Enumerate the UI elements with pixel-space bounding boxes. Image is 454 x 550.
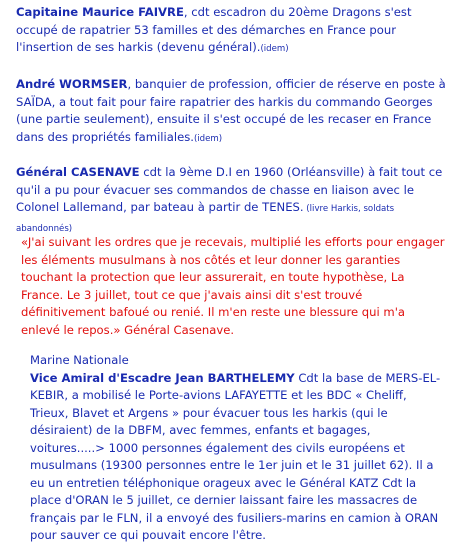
name-barthelemy: Vice Amiral d'Escadre Jean BARTHELEMY (30, 370, 295, 385)
note-casenave: (livre Harkis, soldats abandonnés) (16, 204, 395, 234)
paragraph-casenave (16, 164, 446, 238)
quote-casenave: «J'ai suivant les ordres que je recevais, multiplié les efforts pour engager les éléments musulmans à nos côtés et leur donner les garanties touchant la protection que leur assurerait, en toute hypothèse, La France. Le 3 juillet, tout ce que j'avais ainsi dit s'est trouvé définitivement bafoué ou renié. Il m'en reste une blessure qui m'a enlevé le repos.» Général Casenave. (21, 235, 445, 337)
name-casenave: Général CASENAVE (16, 165, 140, 179)
paragraph-wormser (16, 76, 446, 148)
note-wormser: (idem) (193, 133, 223, 144)
name-faivre: Capitaine Maurice FAIVRE (16, 5, 184, 19)
note-faivre: (idem) (260, 44, 289, 54)
paragraph-barthelemy (30, 352, 446, 545)
paragraph-faivre (16, 4, 446, 59)
text-wormser: , banquier de profession, officier de réserve en poste à SAÏDA, a tout fait pour faire rapatrier des harkis du commando Georges (une partie seulement), ensuite il s'est occupé de les recaser en France dans des propriétés familiales. (16, 77, 446, 144)
text-barthelemy: Cdt la base de MERS-EL-KEBIR, a mobilisé le Porte-avions LAFAYETTE et les BDC « Cheliff, Trieux, Blavet et Argens » pour évacuer tous les harkis (qui le désiraient) de la DBFM, avec femmes, enfants et bagages, voitures.....> 1000 personnes également des civils européens et musulmans (19300 personnes entre le 1er juin et le 31 juillet 62). Il a eu un entretien téléphonique orageux avec le Général KATZ Cdt la place d'ORAN le 5 juillet, ce dernier laissant faire les massacres de français par le FLN, il a envoyé des fusiliers-marins en camion à ORAN pour sauver ce qui pouvait encore l'être. (30, 370, 441, 542)
name-wormser: André WORMSER (16, 77, 128, 91)
text-casenave: cdt la 9ème D.I en 1960 (Orléansville) à fait tout ce qu'il a pu pour évacuer ses commandos de chasse en liaison avec le Colonel Lallemand, par bateau à partir de TENES. (16, 165, 443, 214)
section-heading-marine: Marine Nationale (30, 353, 129, 367)
text-faivre: , cdt escadron du 20ème Dragons s'est occupé de rapatrier 53 familles et des démarches en France pour l'insertion de ses harkis (devenu général). (16, 5, 412, 54)
